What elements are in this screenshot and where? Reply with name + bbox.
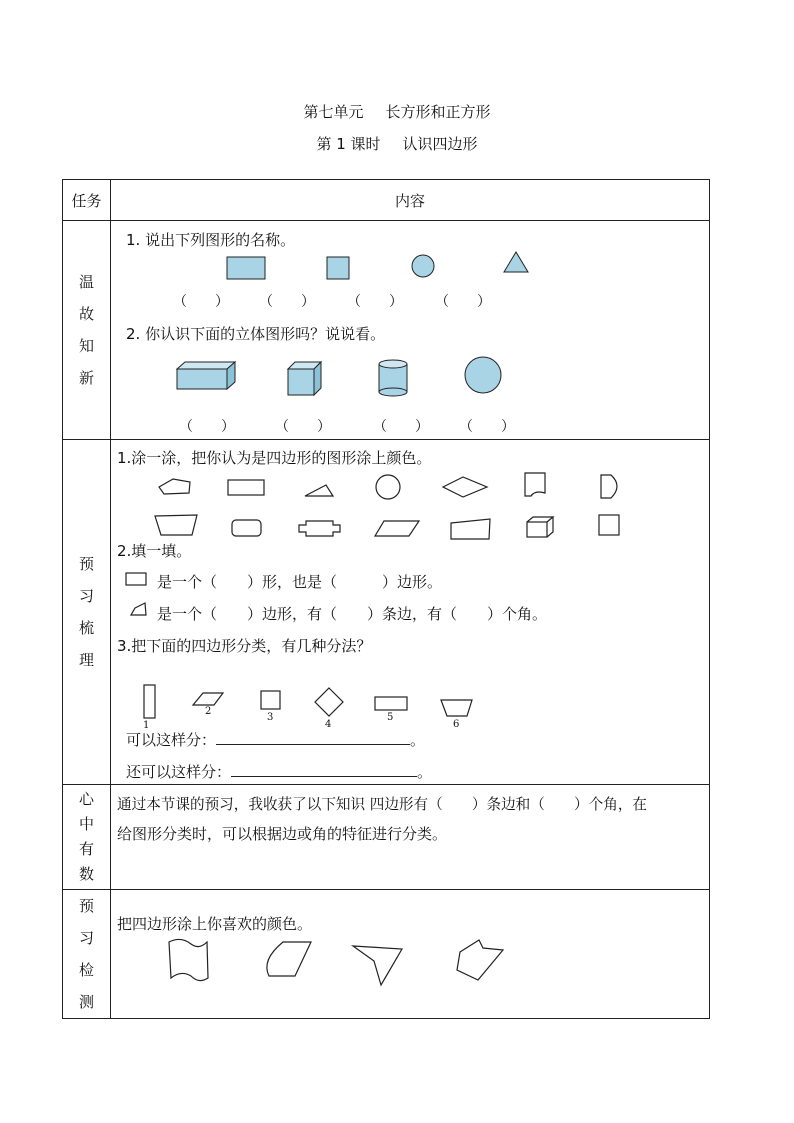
preview-content bbox=[111, 440, 710, 785]
review-question-2: 2. 你认识下面的立体图形吗？说说看。 bbox=[126, 325, 386, 343]
cuboid-shape bbox=[177, 362, 235, 389]
header-content: 内容 bbox=[111, 180, 710, 221]
square-shape bbox=[327, 257, 349, 279]
shape-number: 6 bbox=[453, 719, 460, 730]
unit-label: 第七单元 bbox=[303, 103, 364, 121]
unit-name: 长方形和正方形 bbox=[385, 103, 491, 121]
trapezoid-shape bbox=[155, 515, 197, 535]
lesson-title bbox=[0, 133, 794, 154]
check-row bbox=[63, 890, 710, 1019]
classify-way-2 bbox=[126, 761, 432, 782]
shape-number: 5 bbox=[387, 712, 394, 723]
rhombus-shape bbox=[443, 477, 487, 497]
label-char: 检 bbox=[78, 961, 94, 979]
answer-paren: （ ） bbox=[435, 294, 491, 310]
preview-question-3: 3.把下面的四边形分类，有几种分法？ bbox=[117, 637, 372, 655]
label-char: 预 bbox=[78, 897, 94, 915]
check-question: 把四边形涂上你喜欢的颜色。 bbox=[117, 915, 313, 933]
label-char: 梳 bbox=[78, 619, 94, 637]
circle-shape bbox=[412, 255, 434, 277]
way1-label: 可以这样分： bbox=[126, 731, 217, 749]
review-label bbox=[63, 221, 111, 440]
curled-square-shape bbox=[525, 473, 545, 496]
shape-number: 3 bbox=[267, 712, 274, 723]
label-char: 心 bbox=[78, 790, 94, 808]
square-shape bbox=[599, 515, 619, 535]
classify-shape-3 bbox=[261, 691, 280, 709]
fill-line-1: 是一个（ ）形，也是（ ）边形。 bbox=[157, 573, 443, 591]
classify-shape-5 bbox=[375, 697, 407, 710]
answer-line-2[interactable] bbox=[231, 762, 417, 777]
mind-label bbox=[63, 785, 111, 890]
sphere-shape bbox=[465, 357, 501, 393]
rounded-rectangle-shape bbox=[232, 520, 261, 536]
answer-paren: （ ） bbox=[275, 419, 331, 435]
lesson-label: 第 1 课时 bbox=[316, 135, 381, 153]
quadrilateral-shape bbox=[451, 519, 490, 539]
rectangle-shape bbox=[228, 480, 264, 495]
period: 。 bbox=[417, 763, 433, 781]
classify-shape-1 bbox=[144, 685, 155, 718]
preview-question-1: 1.涂一涂，把你认为是四边形的图形涂上颜色。 bbox=[117, 449, 432, 467]
answer-paren: （ ） bbox=[459, 419, 515, 435]
check-label bbox=[63, 890, 111, 1019]
small-rectangle-icon bbox=[126, 573, 146, 585]
mind-text-1: 通过本节课的预习，我收获了以下知识 四边形有（ ）条边和（ ）个角，在 bbox=[117, 796, 648, 813]
answer-line-1[interactable] bbox=[216, 730, 410, 745]
mind-row bbox=[63, 785, 710, 890]
mind-content bbox=[111, 785, 710, 890]
label-char: 测 bbox=[78, 993, 94, 1011]
header-task: 任务 bbox=[63, 180, 111, 221]
triangle-shape bbox=[305, 485, 333, 496]
triangle-shape bbox=[504, 252, 528, 272]
label-char: 数 bbox=[78, 865, 94, 883]
label-char: 温 bbox=[78, 273, 94, 291]
way2-label: 还可以这样分： bbox=[126, 763, 232, 781]
preview-row bbox=[63, 440, 710, 785]
classify-shape-6 bbox=[441, 700, 472, 716]
curved-quadrilateral-shape bbox=[267, 942, 311, 976]
label-char: 中 bbox=[78, 815, 94, 833]
label-char: 习 bbox=[78, 929, 94, 947]
classify-shape-2 bbox=[193, 693, 223, 705]
answer-paren: （ ） bbox=[373, 419, 429, 435]
answer-paren: （ ） bbox=[173, 294, 229, 310]
shape-number: 1 bbox=[143, 720, 150, 731]
check-shapes bbox=[111, 890, 710, 1012]
review-content bbox=[111, 221, 710, 440]
rectangle-shape bbox=[227, 257, 265, 279]
fill-line-2: 是一个（ ）边形，有（ ）条边，有（ ）个角。 bbox=[157, 605, 548, 623]
cube-shape bbox=[288, 362, 321, 395]
check-content bbox=[111, 890, 710, 1019]
cross-rectangle-shape bbox=[299, 521, 340, 536]
label-char: 理 bbox=[78, 651, 94, 669]
table-header-row bbox=[63, 180, 710, 221]
review-question-1: 1. 说出下列图形的名称。 bbox=[126, 231, 296, 249]
shape-number: 2 bbox=[205, 706, 212, 717]
answer-paren: （ ） bbox=[179, 419, 235, 435]
pentagon-shape bbox=[159, 479, 190, 494]
label-char: 故 bbox=[78, 305, 94, 323]
shape-number: 4 bbox=[325, 719, 332, 730]
lesson-name: 认识四边形 bbox=[402, 135, 478, 153]
label-char: 习 bbox=[78, 587, 94, 605]
review-row bbox=[63, 221, 710, 440]
classify-shape-4 bbox=[315, 688, 343, 716]
preview-question-2: 2.填一填。 bbox=[117, 542, 192, 560]
circle-shape bbox=[376, 475, 400, 499]
classify-way-1 bbox=[126, 729, 425, 750]
cylinder-shape bbox=[379, 360, 407, 396]
label-char: 新 bbox=[78, 369, 94, 387]
lesson-table bbox=[62, 179, 710, 1019]
label-char: 有 bbox=[78, 840, 94, 858]
label-char: 预 bbox=[78, 555, 94, 573]
mind-text-2: 给图形分类时，可以根据边或角的特征进行分类。 bbox=[117, 825, 448, 843]
arrow-quadrilateral-shape bbox=[353, 946, 402, 985]
answer-paren: （ ） bbox=[259, 294, 315, 310]
label-char: 知 bbox=[78, 337, 94, 355]
wavy-shape bbox=[169, 939, 208, 980]
parallelogram-shape bbox=[375, 521, 419, 536]
small-quadrilateral-icon bbox=[131, 603, 146, 615]
answer-paren: （ ） bbox=[347, 294, 403, 310]
period: 。 bbox=[410, 731, 426, 749]
preview-label bbox=[63, 440, 111, 785]
irregular-shape bbox=[457, 940, 503, 980]
unit-title bbox=[0, 101, 794, 122]
small-cube-shape bbox=[527, 517, 553, 537]
semicircle-shape bbox=[601, 475, 617, 498]
